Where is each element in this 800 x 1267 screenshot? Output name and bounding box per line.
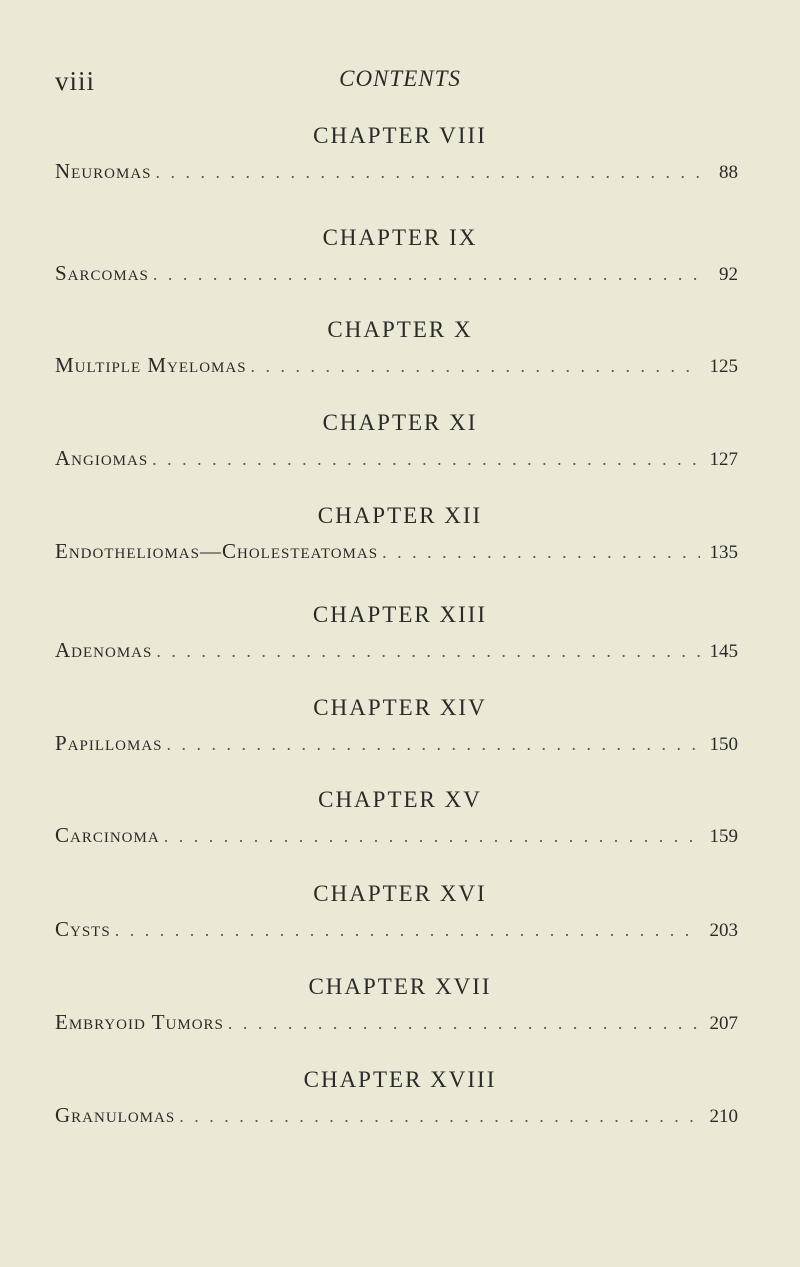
dot-leader	[115, 920, 700, 941]
chapter-heading: CHAPTER X	[327, 317, 473, 342]
entry-title: Neuromas	[55, 159, 152, 183]
chapter-heading: CHAPTER XIII	[312, 602, 488, 627]
chapter-heading: CHAPTER XV	[318, 787, 482, 812]
chapter-section	[0, 881, 800, 971]
entry-page-number: 207	[709, 1013, 738, 1034]
entry-title: Sarcomas	[55, 261, 149, 285]
entry-title: Angiomas	[55, 446, 149, 470]
toc-entry[interactable]	[55, 638, 738, 668]
dot-leader	[382, 542, 700, 563]
dot-leader	[153, 264, 700, 285]
toc-entry[interactable]	[55, 539, 738, 569]
toc-entry[interactable]	[55, 731, 738, 761]
chapter-heading: CHAPTER XII	[317, 503, 483, 528]
chapter-section	[0, 503, 800, 593]
toc-entry[interactable]	[55, 917, 738, 947]
chapter-section	[0, 602, 800, 692]
entry-page-number: 92	[719, 264, 738, 285]
entry-title: Multiple Myelomas	[55, 353, 247, 377]
entry-title: Cysts	[55, 917, 111, 941]
running-head	[0, 64, 800, 104]
toc-entry[interactable]	[55, 1103, 738, 1133]
entry-page-number: 125	[709, 356, 738, 377]
chapter-section	[0, 974, 800, 1064]
chapter-heading: CHAPTER XI	[322, 410, 478, 435]
chapter-heading: CHAPTER VIII	[313, 123, 487, 148]
running-title: CONTENTS	[339, 66, 461, 91]
chapter-heading: CHAPTER XIV	[313, 695, 487, 720]
entry-title: Papillomas	[55, 731, 163, 755]
dot-leader	[156, 641, 700, 662]
chapter-section	[0, 317, 800, 407]
entry-title: Endotheliomas—Cholesteatomas	[55, 539, 379, 563]
toc-entry[interactable]	[55, 823, 738, 853]
toc-entry[interactable]	[55, 446, 738, 476]
dot-leader	[251, 356, 700, 377]
entry-page-number: 159	[709, 826, 738, 847]
chapter-section	[0, 123, 800, 213]
chapter-section	[0, 695, 800, 785]
toc-entry[interactable]	[55, 353, 738, 383]
entry-page-number: 203	[709, 920, 738, 941]
dot-leader	[156, 162, 700, 183]
entry-page-number: 127	[709, 449, 738, 470]
toc-entry[interactable]	[55, 1010, 738, 1040]
toc-entry[interactable]	[55, 159, 738, 189]
entry-page-number: 88	[719, 162, 738, 183]
dot-leader	[152, 449, 700, 470]
page-number: viii	[55, 66, 96, 96]
chapter-heading: CHAPTER IX	[322, 225, 478, 250]
dot-leader	[164, 826, 700, 847]
toc-entry[interactable]	[55, 261, 738, 291]
entry-page-number: 150	[709, 734, 738, 755]
dot-leader	[179, 1106, 700, 1127]
entry-page-number: 210	[709, 1106, 738, 1127]
chapter-section	[0, 1067, 800, 1157]
chapter-section	[0, 787, 800, 877]
entry-title: Adenomas	[55, 638, 153, 662]
dot-leader	[228, 1013, 700, 1034]
dot-leader	[167, 734, 700, 755]
chapter-heading: CHAPTER XVII	[308, 974, 492, 999]
entry-page-number: 135	[709, 542, 738, 563]
entry-page-number: 145	[709, 641, 738, 662]
entry-title: Embryoid Tumors	[55, 1010, 224, 1034]
chapter-heading: CHAPTER XVI	[313, 881, 487, 906]
entry-title: Granulomas	[55, 1103, 176, 1127]
entry-title: Carcinoma	[55, 823, 160, 847]
chapter-section	[0, 410, 800, 500]
chapter-section	[0, 225, 800, 315]
chapter-heading: CHAPTER XVIII	[303, 1067, 497, 1092]
